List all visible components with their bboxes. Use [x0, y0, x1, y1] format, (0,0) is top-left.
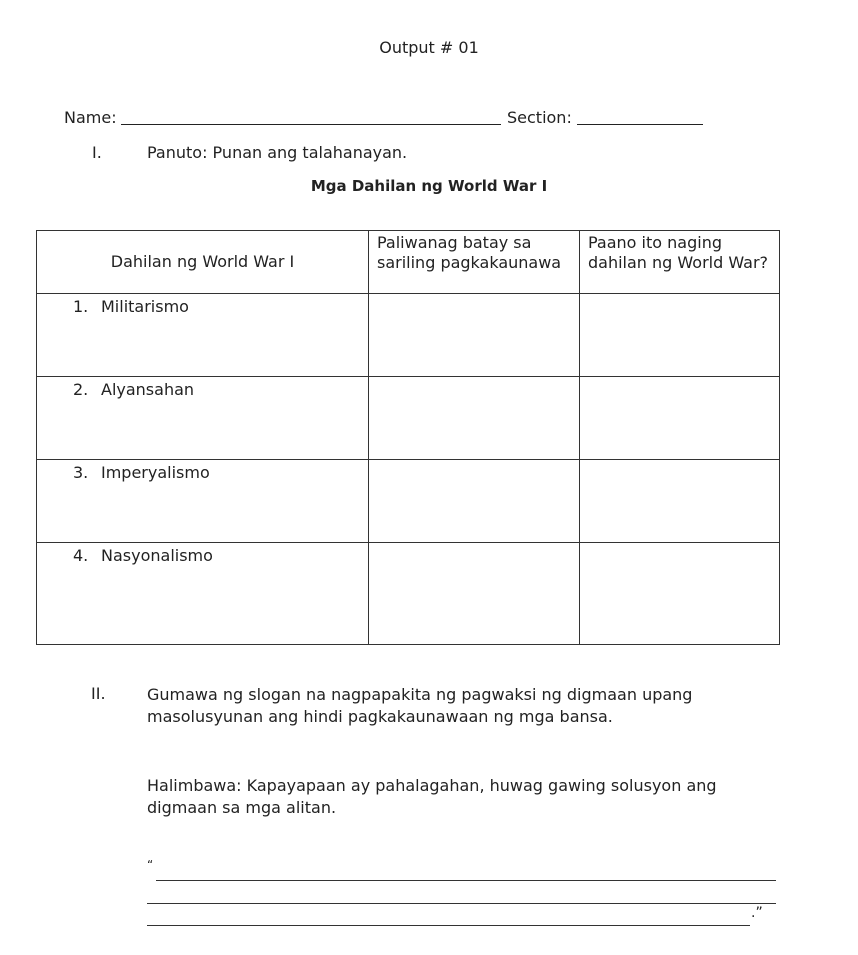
cause-text: Imperyalismo: [101, 463, 210, 482]
part-two-numeral: II.: [91, 684, 106, 703]
cause-cell: [37, 460, 369, 543]
slogan-example: Halimbawa: Kapayapaan ay pahalagahan, huwag gawing solusyon ang digmaan sa mga alitan.: [147, 776, 717, 817]
section-blank-line[interactable]: [577, 124, 703, 125]
table-row: [37, 543, 780, 645]
slogan-answer-line[interactable]: [147, 903, 776, 904]
explanation-answer-cell[interactable]: [369, 294, 580, 377]
cause-text: Nasyonalismo: [101, 546, 213, 565]
cause-cell: [37, 543, 369, 645]
explanation-answer-cell[interactable]: [369, 377, 580, 460]
cause-number: 3.: [73, 463, 89, 482]
part-one-numeral: I.: [92, 143, 102, 162]
slogan-answer-line[interactable]: [147, 925, 750, 926]
table-row: [37, 377, 780, 460]
header-how-cause: Paano ito naging dahilan ng World War?: [580, 231, 780, 294]
table-header-row: [37, 231, 780, 294]
how-cause-answer-cell[interactable]: [580, 377, 780, 460]
cause-number: 2.: [73, 380, 89, 399]
open-quote-mark: “: [147, 858, 154, 872]
cause-number: 1.: [73, 297, 89, 316]
how-cause-answer-cell[interactable]: [580, 294, 780, 377]
document-title: Output # 01: [379, 38, 479, 57]
header-explanation: Paliwanag batay sa sariling pagkakaunawa: [369, 231, 580, 294]
cause-number: 4.: [73, 546, 89, 565]
name-blank-line[interactable]: [121, 124, 501, 125]
close-quote-mark: .”: [751, 905, 763, 921]
table-title: Mga Dahilan ng World War I: [310, 177, 548, 195]
cause-text: Alyansahan: [101, 380, 195, 399]
header-cause: Dahilan ng World War I: [37, 231, 369, 294]
explanation-answer-cell[interactable]: [369, 543, 580, 645]
table-row: [37, 460, 780, 543]
name-label: Name:: [64, 108, 117, 127]
part-one-instruction: Panuto: Punan ang talahanayan.: [147, 143, 408, 162]
section-label: Section:: [507, 108, 572, 127]
causes-table: [36, 230, 780, 645]
cause-cell: [37, 294, 369, 377]
how-cause-answer-cell[interactable]: [580, 460, 780, 543]
part-two-instruction: Gumawa ng slogan na nagpapakita ng pagwaksi ng digmaan upang masolusyunan ang hindi pagkakaunawaan ng mga bansa.: [147, 685, 693, 726]
slogan-answer-line[interactable]: [156, 880, 776, 881]
cause-cell: [37, 377, 369, 460]
how-cause-answer-cell[interactable]: [580, 543, 780, 645]
explanation-answer-cell[interactable]: [369, 460, 580, 543]
table-row: [37, 294, 780, 377]
cause-text: Militarismo: [101, 297, 189, 316]
